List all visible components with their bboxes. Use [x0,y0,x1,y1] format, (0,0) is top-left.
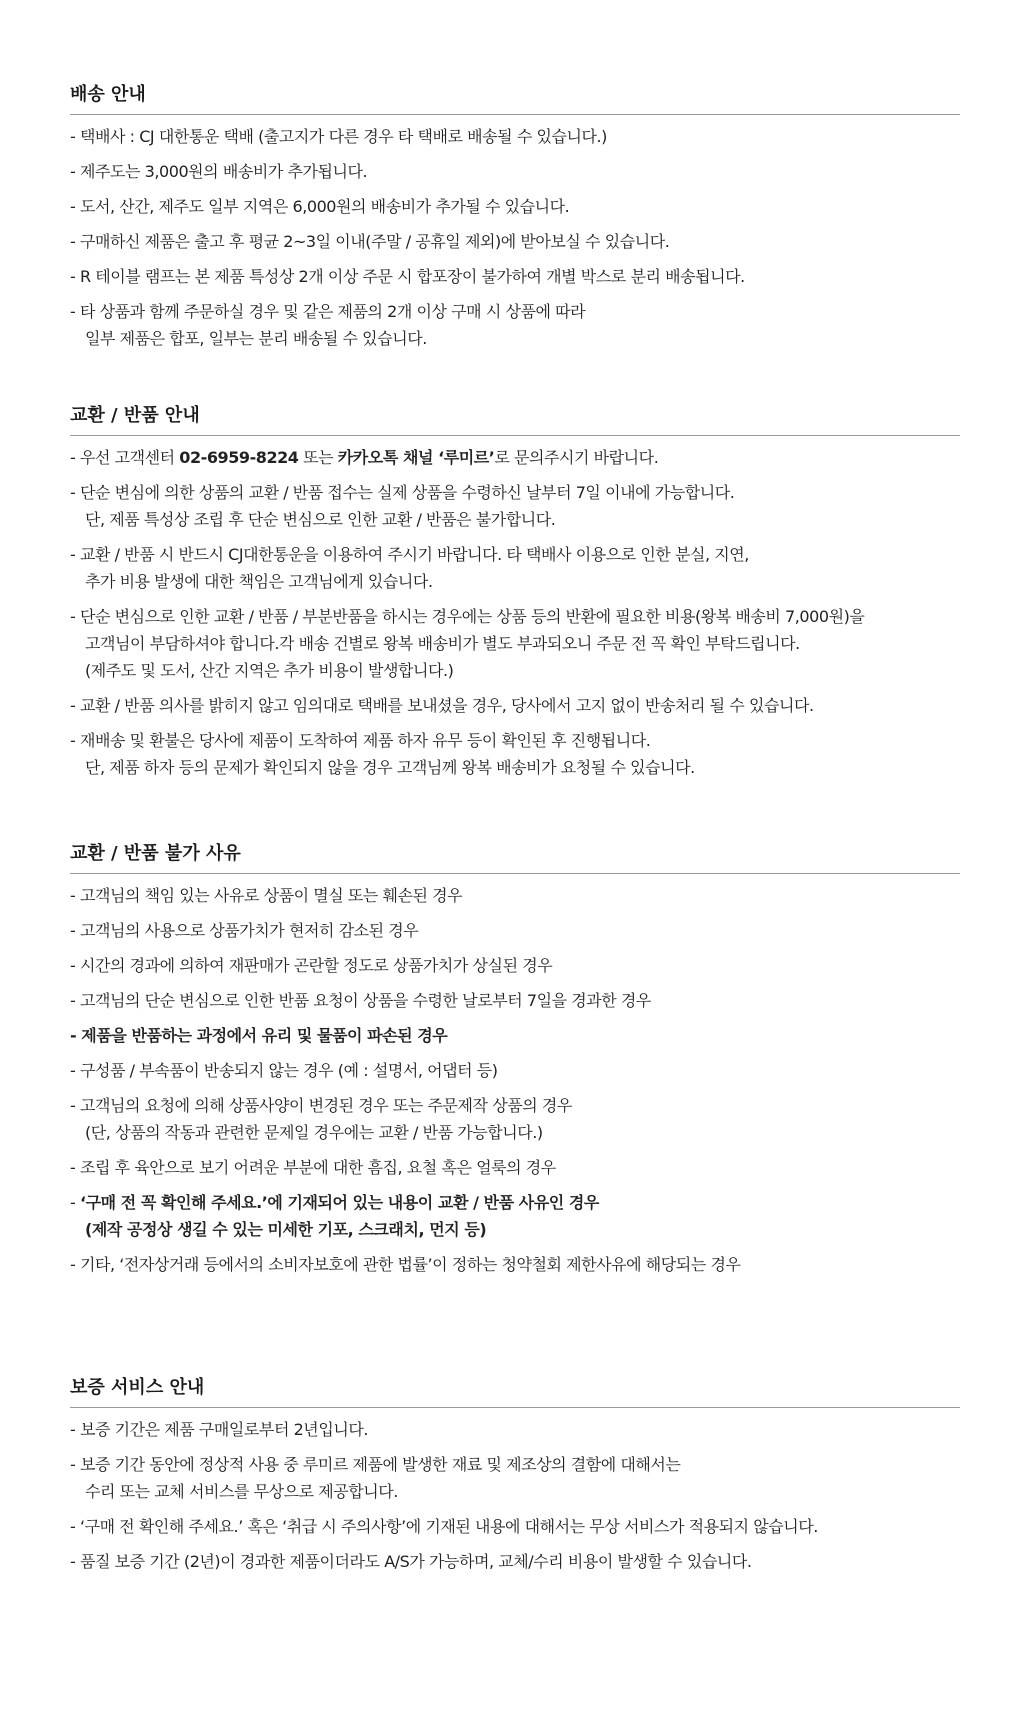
no-return-list-bold [70,1022,960,1049]
item-text: - R 테이블 램프는 본 제품 특성상 2개 이상 주문 시 합포장이 불가하여 개별 박스로 분리 배송됩니다. [70,267,745,286]
list-item [70,917,960,944]
phone-number: 02-6959-8224 [179,448,299,467]
item-text-continued: 일부 제품은 합포, 일부는 분리 배송될 수 있습니다. [85,329,427,348]
item-text-continued: (제주도 및 도서, 산간 지역은 추가 비용이 발생합니다.) [85,661,454,680]
list-item [70,123,960,150]
list-item [70,1548,960,1575]
item-text-continued: 단, 제품 하자 등의 문제가 확인되지 않을 경우 고객님께 왕복 배송비가 요청될 수 있습니다. [85,758,695,777]
item-text: - 단순 변심으로 인한 교환 / 반품 / 부분반품을 하시는 경우에는 상품 등의 반환에 필요한 비용(왕복 배송비 7,000원)을 [70,607,865,626]
item-text: - 타 상품과 함께 주문하실 경우 및 같은 제품의 2개 이상 구매 시 상품에 따라 [70,302,586,321]
item-text: - 택배사 : CJ 대한통운 택배 (출고지가 다른 경우 타 택배로 배송될 수 있습니다.) [70,127,607,146]
shipping-section [70,82,960,360]
item-text: - 고객님의 사용으로 상품가치가 현저히 감소된 경우 [70,921,419,940]
item-text: - 단순 변심에 의한 상품의 교환 / 반품 접수는 실제 상품을 수령하신 날부터 7일 이내에 가능합니다. [70,483,735,502]
item-text: - ‘구매 전 확인해 주세요.’ 혹은 ‘취급 시 주의사항’에 기재된 내용에 대해서는 무상 서비스가 적용되지 않습니다. [70,1517,818,1536]
item-text-continued: (단, 상품의 작동과 관련한 문제일 경우에는 교환 / 반품 가능합니다.) [85,1123,543,1142]
contact-post: 로 문의주시기 바랍니다. [494,448,659,467]
item-text: - 교환 / 반품 의사를 밝히지 않고 임의대로 택배를 보내셨을 경우, 당사에서 고지 없이 반송처리 될 수 있습니다. [70,696,814,715]
list-item [70,1057,960,1084]
list-item [70,692,960,719]
list-item [70,228,960,255]
item-dash: - [70,1193,80,1212]
no-return-section [70,841,960,1286]
warranty-list [70,1416,960,1575]
no-return-list-b [70,1057,960,1181]
list-item [70,541,960,595]
list-item [70,1513,960,1540]
item-text: - 조립 후 육안으로 보기 어려운 부분에 대한 흠집, 요철 혹은 얼룩의 경우 [70,1158,556,1177]
list-item [70,479,960,533]
item-text: - 구매하신 제품은 출고 후 평균 2~3일 이내(주말 / 공휴일 제외)에 받아보실 수 있습니다. [70,232,670,251]
contact-pre: - 우선 고객센터 [70,448,180,467]
item-text: - 고객님의 요청에 의해 상품사양이 변경된 경우 또는 주문제작 상품의 경우 [70,1096,572,1115]
section-title: 보증 서비스 안내 [70,1375,960,1408]
no-return-list-c [70,1189,960,1278]
no-return-list-a [70,882,960,1014]
list-item-mixed [70,1189,960,1243]
list-item [70,1416,960,1443]
item-text: - 제주도는 3,000원의 배송비가 추가됩니다. [70,162,368,181]
list-item [70,263,960,290]
list-item: - 기타, ‘전자상거래 등에서의 소비자보호에 관한 법률’이 정하는 청약철회 제한사유에 해당되는 경우 [70,1255,741,1274]
list-item [70,1451,960,1505]
list-item [70,1154,960,1181]
list-item [70,727,960,781]
section-title: 교환 / 반품 안내 [70,403,960,436]
item-text-continued: 단, 제품 특성상 조립 후 단순 변심으로 인한 교환 / 반품은 불가합니다. [85,510,556,529]
item-bold-text: ‘구매 전 꼭 확인해 주세요.’에 기재되어 있는 내용이 교환 / 반품 사유인 경우 [79,1193,599,1212]
item-text: - 재배송 및 환불은 당사에 제품이 도착하여 제품 하자 유무 등이 확인된 후 진행됩니다. [70,731,651,750]
list-item-bold: - 제품을 반품하는 과정에서 유리 및 물품이 파손된 경우 [70,1026,448,1045]
item-text: - 교환 / 반품 시 반드시 CJ대한통운을 이용하여 주시기 바랍니다. 타 택배사 이용으로 인한 분실, 지연, [70,545,749,564]
list-item-contact [70,444,960,471]
list-item [70,193,960,220]
contact-mid: 또는 [298,448,338,467]
item-text-continued: 수리 또는 교체 서비스를 무상으로 제공합니다. [85,1482,398,1501]
item-text: - 고객님의 책임 있는 사유로 상품이 멸실 또는 훼손된 경우 [70,886,463,905]
item-text: - 도서, 산간, 제주도 일부 지역은 6,000원의 배송비가 추가될 수 있습니다. [70,197,570,216]
shipping-list [70,123,960,352]
section-title: 배송 안내 [70,82,960,115]
list-item [70,882,960,909]
item-text: - 시간의 경과에 의하여 재판매가 곤란할 정도로 상품가치가 상실된 경우 [70,956,553,975]
list-item [70,952,960,979]
item-bold-text-2: (제작 공정상 생길 수 있는 미세한 기포, 스크래치, 먼지 등) [85,1220,487,1239]
kakao-channel: 카카오톡 채널 ‘루미르’ [337,448,495,467]
list-item [70,1092,960,1146]
item-text-continued: 추가 비용 발생에 대한 책임은 고객님에게 있습니다. [85,572,433,591]
list-item [70,298,960,352]
exchange-list-rest [70,479,960,781]
exchange-list [70,444,960,471]
item-text: - 보증 기간은 제품 구매일로부터 2년입니다. [70,1420,368,1439]
exchange-section [70,403,960,789]
warranty-section [70,1375,960,1583]
list-item [70,987,960,1014]
item-text: - 고객님의 단순 변심으로 인한 반품 요청이 상품을 수령한 날로부터 7일을 경과한 경우 [70,991,651,1010]
list-item [70,158,960,185]
item-text: - 품질 보증 기간 (2년)이 경과한 제품이더라도 A/S가 가능하며, 교체/수리 비용이 발생할 수 있습니다. [70,1552,752,1571]
section-title: 교환 / 반품 불가 사유 [70,841,960,874]
item-text: - 보증 기간 동안에 정상적 사용 중 루미르 제품에 발생한 재료 및 제조상의 결함에 대해서는 [70,1455,681,1474]
item-text-continued: 고객님이 부담하셔야 합니다.각 배송 건별로 왕복 배송비가 별도 부과되오니 주문 전 꼭 확인 부탁드립니다. [85,634,800,653]
list-item [70,603,960,684]
item-text: - 구성품 / 부속품이 반송되지 않는 경우 (예 : 설명서, 어댑터 등) [70,1061,498,1080]
